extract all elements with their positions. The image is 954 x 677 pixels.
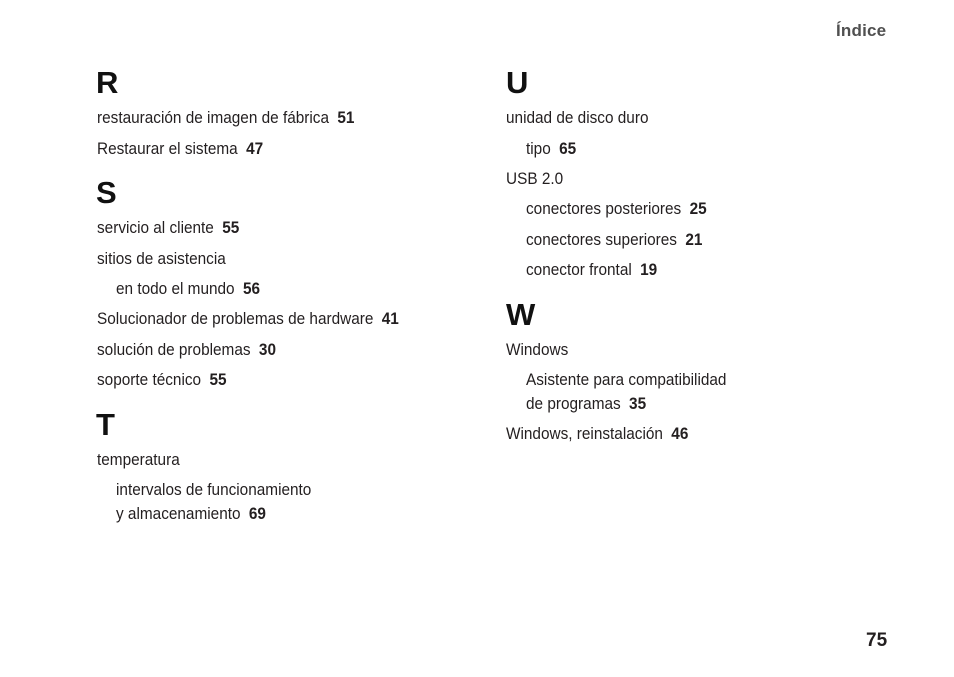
entry-term: USB 2.0: [506, 170, 564, 188]
index-entry: [97, 137, 263, 161]
index-entry: [506, 167, 563, 191]
page-reference: 35: [629, 395, 647, 413]
entry-term: servicio al cliente: [97, 219, 214, 237]
page-reference: 19: [640, 261, 658, 279]
index-entry: [97, 338, 276, 362]
entry-term: restauración de imagen de fábrica: [97, 109, 330, 127]
index-subentry: [526, 258, 657, 282]
index-entry: [97, 216, 239, 240]
index-entry: [506, 338, 568, 362]
entry-term: de programas: [526, 395, 621, 413]
page-reference: 47: [246, 140, 264, 158]
index-subentry: [116, 478, 311, 502]
entry-term: unidad de disco duro: [506, 109, 649, 127]
index-entry: [97, 368, 227, 392]
index-letter-u: U: [506, 65, 529, 100]
entry-term: conector frontal: [526, 261, 632, 279]
section-title: Índice: [836, 21, 887, 40]
entry-term: solución de problemas: [97, 341, 251, 359]
page-reference: 56: [242, 280, 261, 298]
page-reference: 65: [559, 140, 577, 158]
entry-term: temperatura: [97, 451, 180, 469]
page-reference: 69: [248, 505, 266, 523]
entry-term: Solucionador de problemas de hardware: [97, 310, 374, 328]
index-entry: [97, 247, 226, 271]
index-subentry: [526, 197, 707, 221]
index-letter-r: R: [96, 65, 119, 100]
index-subentry: [526, 368, 726, 392]
index-entry: [506, 106, 648, 130]
index-subentry-continuation: [526, 392, 646, 416]
index-letter-w: W: [506, 297, 536, 332]
entry-term: Windows, reinstalación: [506, 425, 663, 443]
entry-term: Windows: [506, 341, 569, 359]
index-subentry: [526, 228, 702, 252]
entry-term: conectores superiores: [526, 231, 677, 249]
index-entry: [97, 448, 180, 472]
page-number: 75: [866, 630, 888, 651]
page-reference: 51: [337, 109, 355, 127]
page-reference: 55: [209, 371, 227, 389]
index-letter-t: T: [96, 407, 115, 442]
entry-term: intervalos de funcionamiento: [116, 481, 312, 499]
index-subentry: [526, 137, 576, 161]
entry-term: soporte técnico: [97, 371, 202, 389]
index-letter-s: S: [96, 175, 117, 210]
index-entry: [97, 307, 399, 331]
page-reference: 25: [689, 200, 707, 218]
index-subentry: [116, 277, 260, 301]
entry-term: y almacenamiento: [116, 505, 241, 523]
entry-term: tipo: [526, 140, 551, 158]
page-reference: 55: [222, 219, 240, 237]
page-reference: 41: [381, 310, 399, 328]
index-entry: [97, 106, 354, 130]
entry-term: Asistente para compatibilidad: [526, 371, 727, 389]
entry-term: conectores posteriores: [526, 200, 682, 218]
entry-term: Restaurar el sistema: [97, 140, 238, 158]
entry-term: sitios de asistencia: [97, 250, 226, 268]
index-subentry-continuation: [116, 502, 266, 526]
page-reference: 21: [685, 231, 703, 249]
page-reference: 46: [671, 425, 689, 443]
page-reference: 30: [258, 341, 276, 359]
entry-term: en todo el mundo: [116, 280, 235, 298]
index-entry: [506, 422, 688, 446]
